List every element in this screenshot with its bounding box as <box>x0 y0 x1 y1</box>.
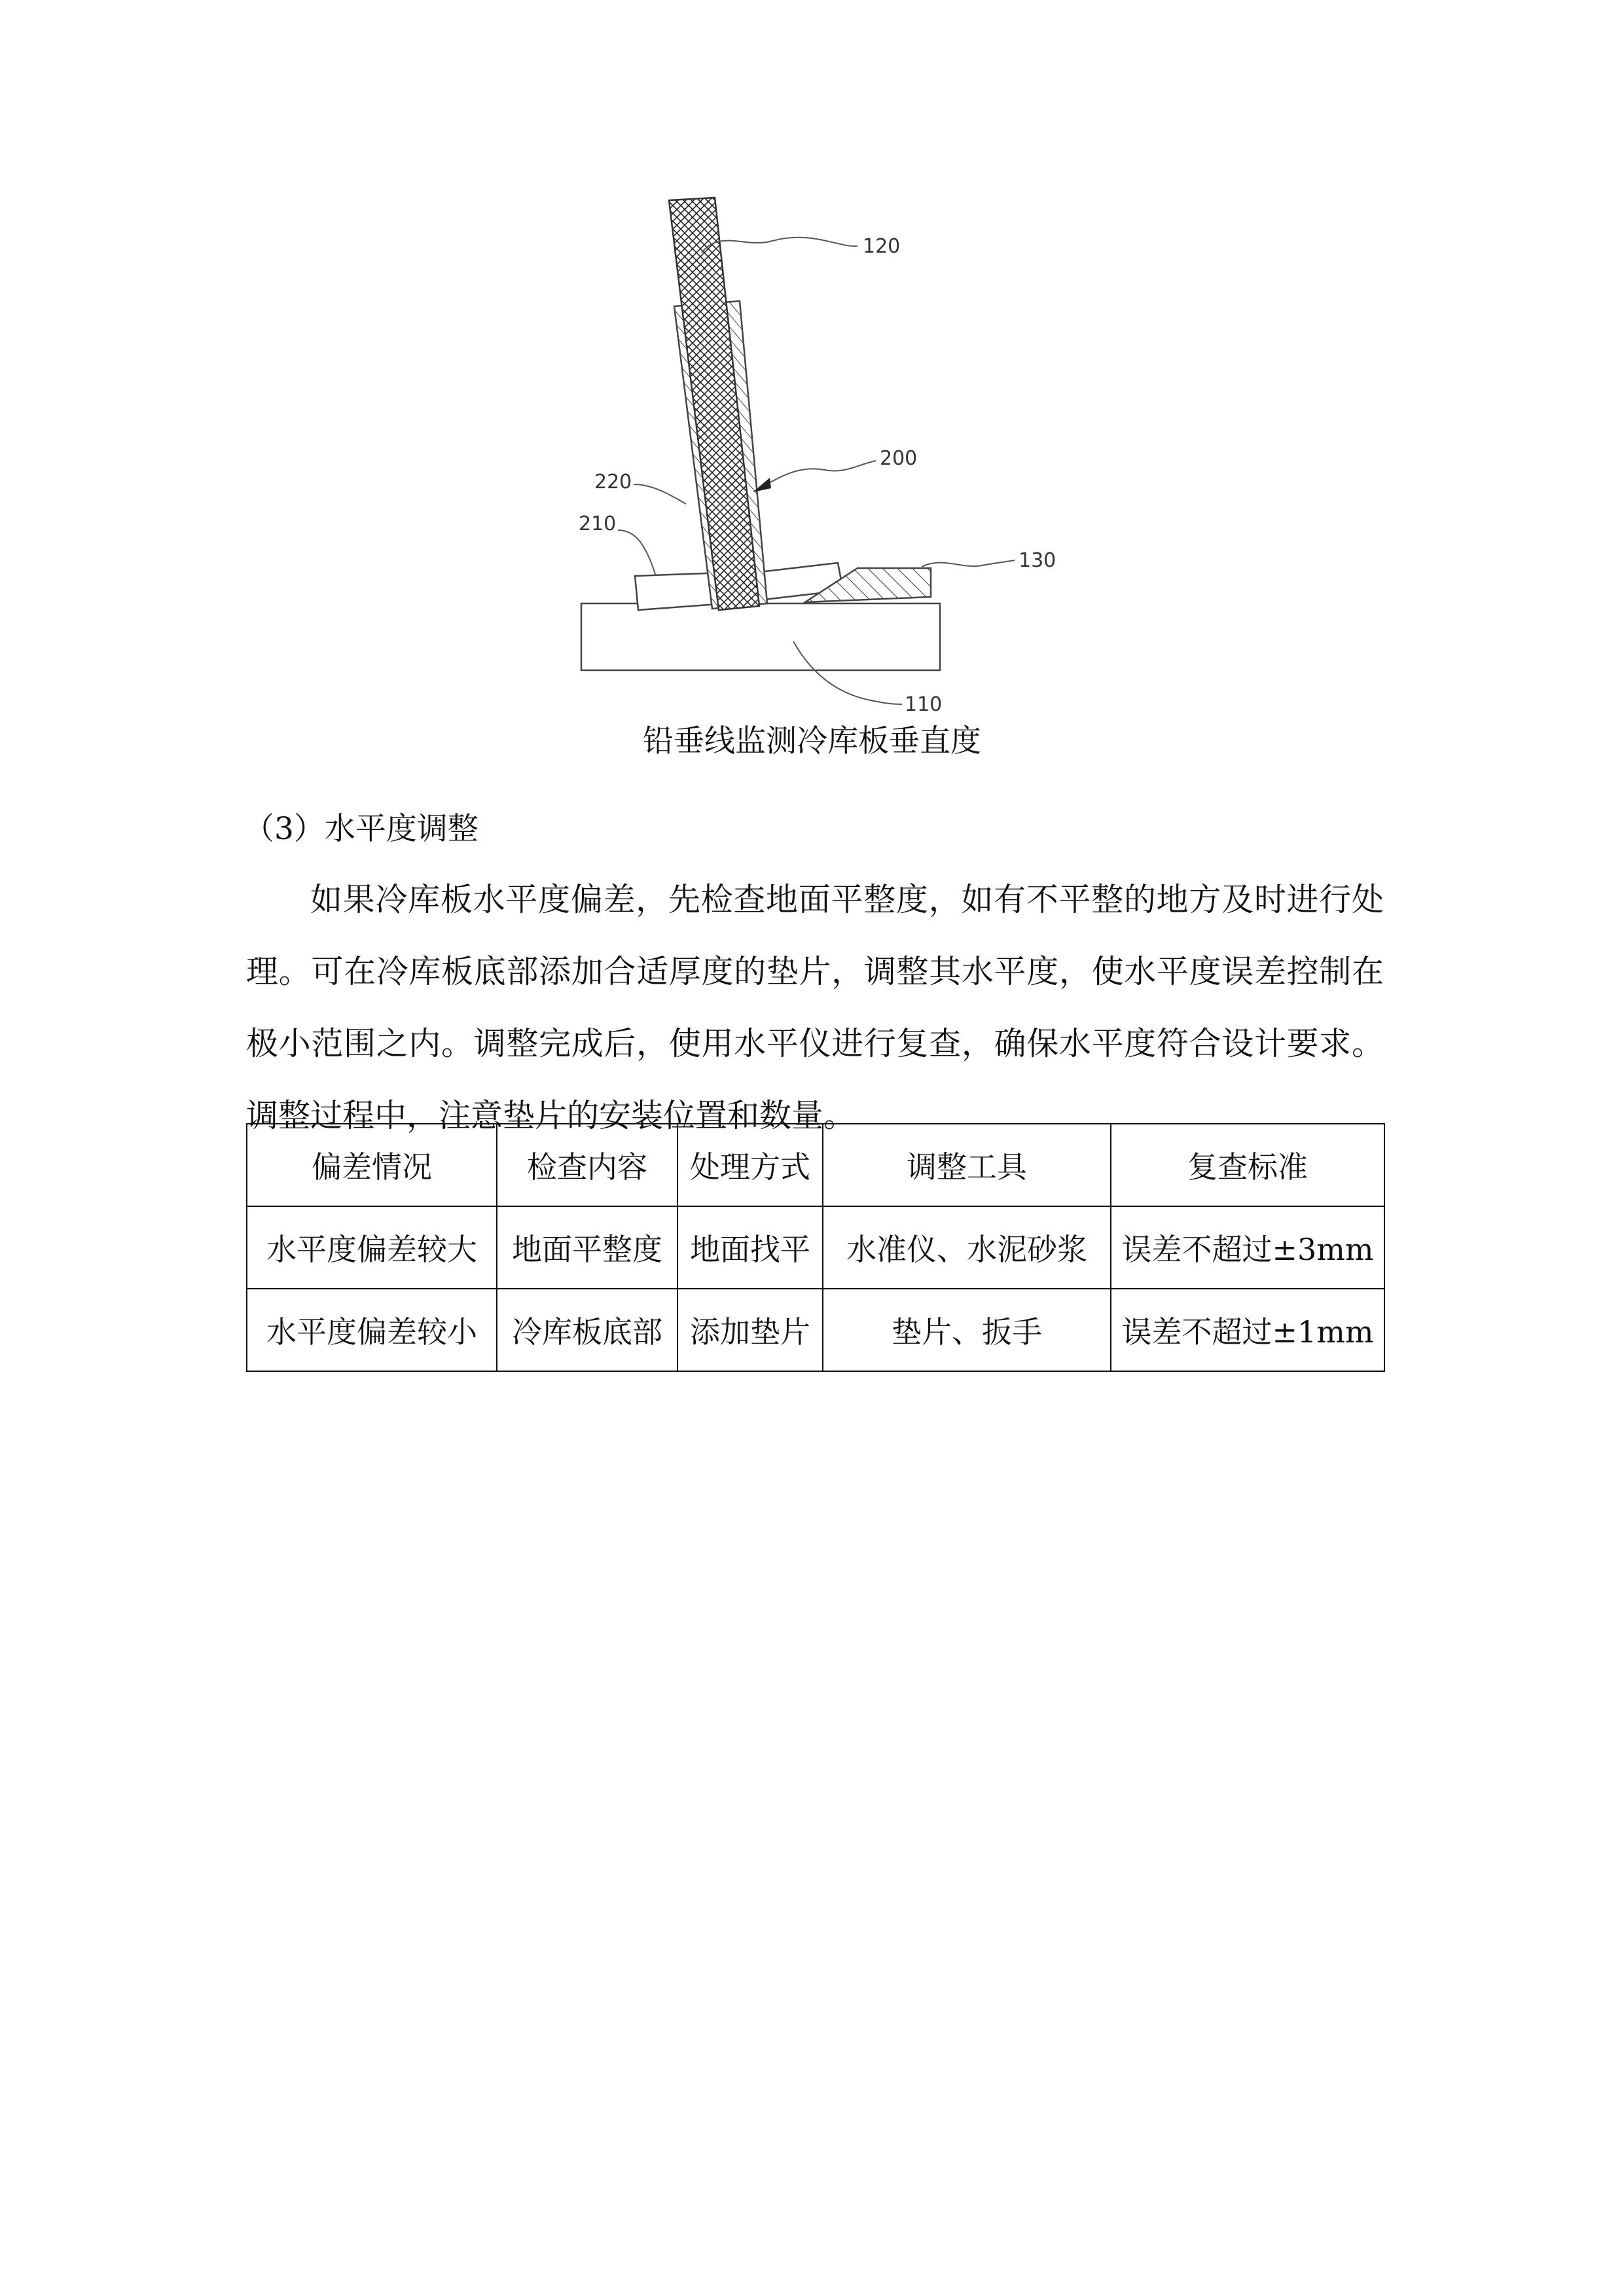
table-cell: 误差不超过±1mm <box>1111 1289 1384 1371</box>
header-cell: 检查内容 <box>497 1124 677 1206</box>
label-120: 120 <box>863 235 901 258</box>
table-cell: 地面找平 <box>677 1206 823 1289</box>
adjustment-table <box>246 1123 1385 1372</box>
body-paragraph: 如果冷库板水平度偏差，先检查地面平整度，如有不平整的地方及时进行处理。可在冷库板底部添加合适厚度的垫片，调整其水平度，使水平度误差控制在极小范围之内。调整完成后，使用水平仪进行复查，确保水平度符合设计要求。调整过程中，注意垫片的安装位置和数量。 <box>246 881 1384 1134</box>
header-cell: 调整工具 <box>823 1124 1111 1206</box>
leader-200 <box>759 461 876 488</box>
table-cell: 冷库板底部 <box>497 1289 677 1371</box>
label-210: 210 <box>579 512 617 535</box>
table-cell: 添加垫片 <box>677 1289 823 1371</box>
table-row <box>247 1289 1384 1371</box>
table-cell: 水准仪、水泥砂浆 <box>823 1206 1111 1289</box>
header-cell: 复查标准 <box>1111 1124 1384 1206</box>
leader-130 <box>922 560 1015 567</box>
table-cell: 误差不超过±3mm <box>1111 1206 1384 1289</box>
header-cell: 处理方式 <box>677 1124 823 1206</box>
figure-caption: 铅垂线监测冷库板垂直度 <box>643 723 981 759</box>
table-cell: 垫片、扳手 <box>823 1289 1111 1371</box>
table-row <box>247 1206 1384 1289</box>
label-130: 130 <box>1019 549 1056 572</box>
header-cell: 偏差情况 <box>247 1124 497 1206</box>
table-cell: 水平度偏差较小 <box>247 1289 497 1371</box>
table-cell: 地面平整度 <box>497 1206 677 1289</box>
label-220: 220 <box>594 471 632 493</box>
table-header-row <box>247 1124 1384 1206</box>
leader-120 <box>702 238 857 253</box>
leader-210 <box>618 530 656 576</box>
section-heading: （3）水平度调整 <box>244 811 478 847</box>
label-110: 110 <box>905 693 943 716</box>
leader-220 <box>634 484 686 504</box>
label-200: 200 <box>880 447 918 470</box>
table-cell: 水平度偏差较大 <box>247 1206 497 1289</box>
figure-diagram <box>563 190 1060 726</box>
base-slab <box>581 603 940 670</box>
